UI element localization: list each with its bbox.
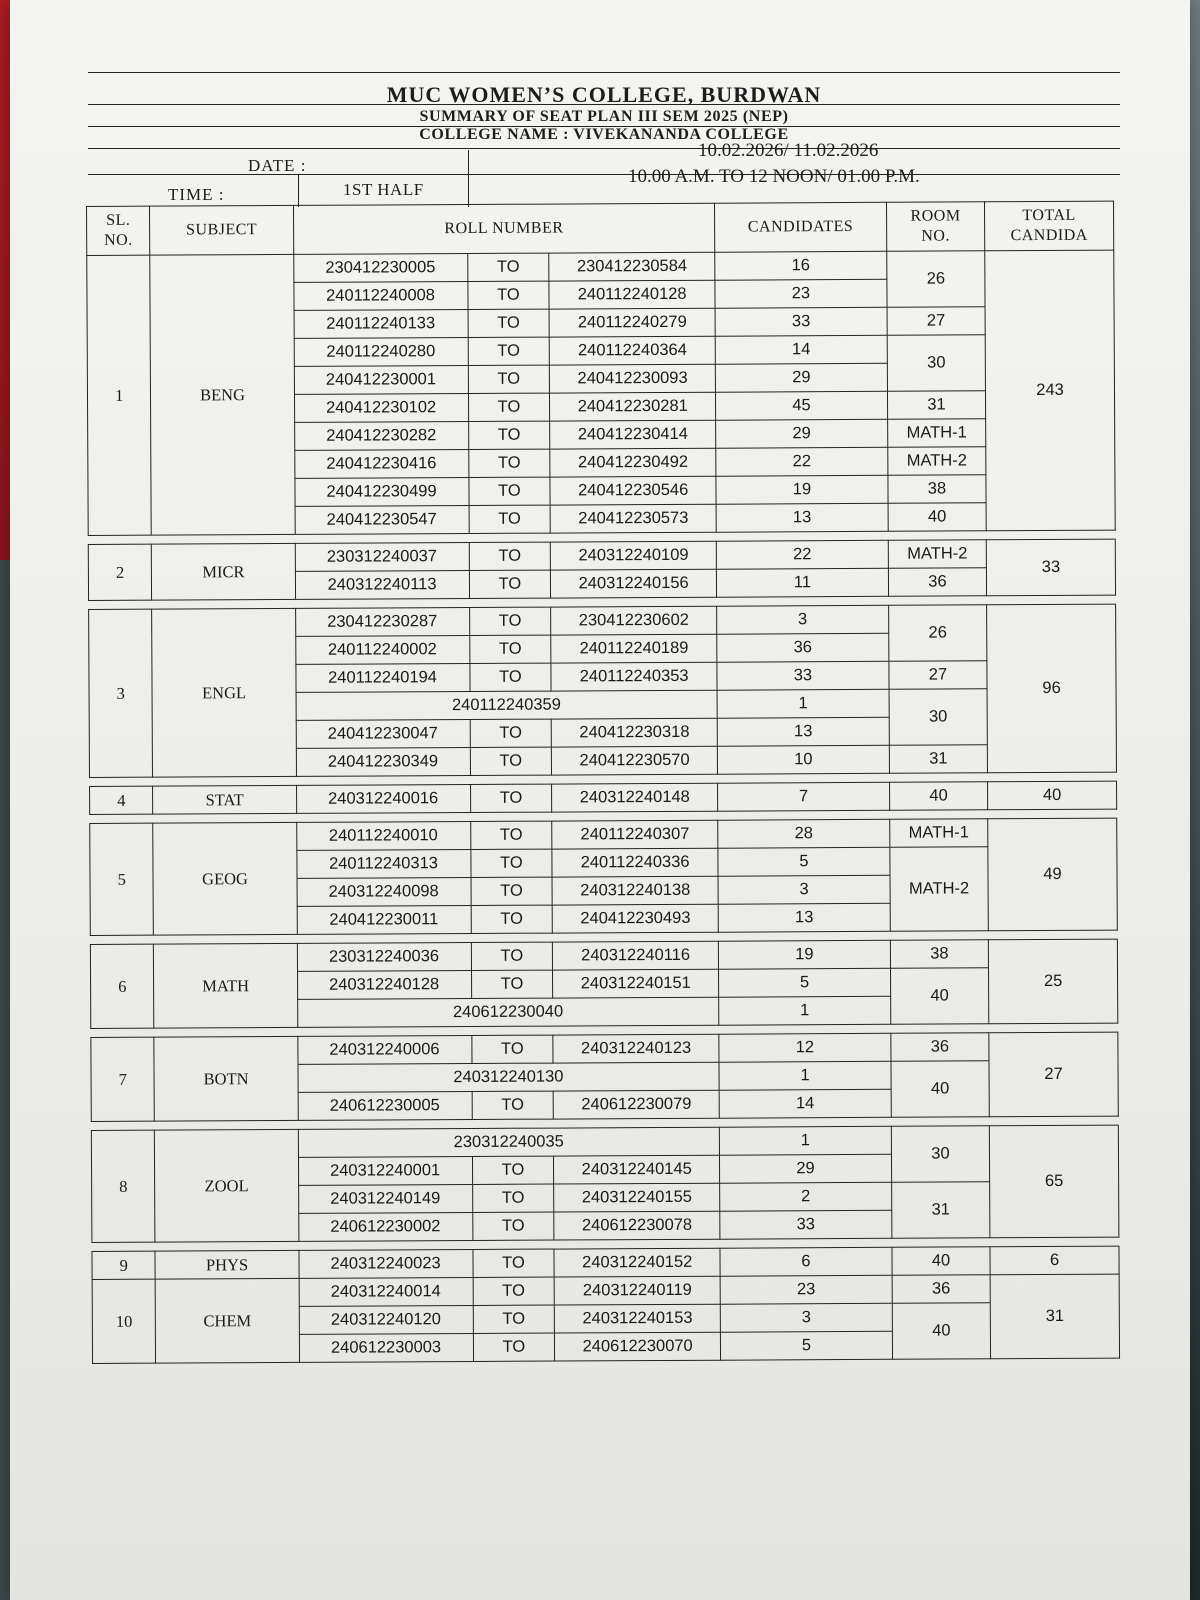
header-rule (88, 148, 1120, 149)
roll-to: 240412230570 (552, 746, 718, 775)
header-rule (88, 174, 1120, 175)
room-number: 27 (887, 307, 985, 336)
room-number: MATH-2 (890, 847, 989, 932)
candidate-count: 16 (715, 251, 887, 280)
roll-to: 240312240148 (552, 783, 718, 812)
col-header-total: TOTAL CANDIDA (985, 201, 1114, 251)
room-number: MATH-1 (888, 419, 986, 448)
candidate-count: 36 (717, 633, 889, 662)
candidate-count: 23 (715, 279, 887, 308)
roll-to: 240112240307 (552, 820, 718, 849)
roll-from: 240412230001 (294, 366, 468, 395)
room-number: 40 (892, 1303, 990, 1360)
serial-number: 6 (90, 944, 154, 1028)
candidate-count: 14 (719, 1089, 891, 1118)
roll-to: 240312240145 (554, 1155, 720, 1184)
candidate-count: 29 (720, 1154, 892, 1183)
header-divider (298, 175, 299, 207)
roll-to-word: TO (472, 1184, 554, 1212)
subject-code: GEOG (153, 822, 297, 935)
roll-single: 240112240359 (296, 690, 718, 720)
roll-to: 240412230414 (550, 420, 716, 449)
candidate-count: 19 (718, 940, 890, 969)
roll-from: 240312240006 (297, 1035, 471, 1064)
room-number: 31 (887, 391, 985, 420)
roll-from: 230412230005 (293, 254, 467, 283)
candidate-count: 33 (717, 661, 889, 690)
roll-to: 240412230281 (550, 392, 716, 421)
roll-to: 240312240155 (554, 1183, 720, 1212)
total-candidates: 65 (989, 1125, 1119, 1238)
candidate-count: 6 (720, 1247, 892, 1276)
roll-to-word: TO (469, 542, 551, 570)
roll-from: 240412230102 (294, 394, 468, 423)
room-number: 30 (889, 689, 987, 746)
candidate-count: 33 (720, 1210, 892, 1239)
roll-to-word: TO (473, 1305, 555, 1333)
subject-code: PHYS (155, 1250, 298, 1279)
total-candidates: 33 (986, 539, 1115, 596)
roll-single: 230312240035 (298, 1127, 720, 1157)
subject-code: ENGL (152, 608, 296, 777)
subject-code: BENG (150, 254, 295, 535)
col-header-candidates: CANDIDATES (715, 202, 887, 252)
roll-from: 230412230287 (295, 607, 469, 636)
roll-from: 240112240010 (296, 821, 470, 850)
candidate-count: 1 (717, 689, 889, 718)
roll-from: 240112240008 (294, 282, 468, 311)
date-label: DATE : (248, 156, 307, 175)
candidate-count: 19 (716, 475, 888, 504)
room-number: 38 (888, 475, 986, 504)
roll-to-word: TO (469, 663, 551, 691)
roll-to: 240412230573 (550, 504, 716, 533)
candidate-count: 29 (715, 363, 887, 392)
college-title: MUC WOMEN’S COLLEGE, BURDWAN (386, 82, 822, 107)
candidate-count: 3 (720, 1303, 892, 1332)
roll-from: 240412230499 (295, 478, 469, 507)
roll-to: 230412230584 (549, 252, 715, 281)
candidate-count: 1 (719, 1126, 891, 1155)
candidate-count: 1 (719, 1061, 891, 1090)
roll-from: 240112240280 (294, 338, 468, 367)
col-header-roll-number: ROLL NUMBER (293, 203, 715, 254)
roll-to-word: TO (472, 1156, 554, 1184)
col-header-sl: SL. NO. (87, 206, 151, 255)
header-rule (88, 104, 1120, 105)
roll-to-word: TO (468, 477, 550, 505)
room-number: 40 (890, 968, 988, 1025)
roll-from: 240312240149 (298, 1184, 472, 1213)
roll-to: 240312240156 (551, 569, 717, 598)
serial-number: 5 (90, 823, 154, 935)
subject-code: ZOOL (155, 1129, 299, 1242)
candidate-count: 13 (718, 903, 890, 932)
roll-single: 240612230040 (297, 997, 719, 1027)
roll-from: 240412230547 (295, 506, 469, 535)
roll-to: 240112240353 (551, 662, 717, 691)
total-candidates: 49 (988, 818, 1118, 931)
room-number: 30 (891, 1126, 989, 1183)
roll-to: 240412230493 (552, 904, 718, 933)
candidate-count: 5 (719, 968, 891, 997)
total-candidates: 31 (990, 1274, 1119, 1359)
roll-to: 240412230093 (550, 364, 716, 393)
roll-to-word: TO (468, 449, 550, 477)
room-number: 40 (891, 1061, 989, 1118)
candidate-count: 33 (715, 307, 887, 336)
roll-from: 240312240120 (299, 1305, 473, 1334)
room-number: 36 (891, 1033, 989, 1062)
roll-to-word: TO (469, 570, 551, 598)
total-candidates: 40 (988, 781, 1117, 810)
roll-to-word: TO (471, 1035, 553, 1063)
subject-code: MICR (152, 543, 295, 600)
room-number: 36 (892, 1275, 990, 1304)
candidate-count: 10 (717, 745, 889, 774)
seat-plan-table (86, 201, 1120, 1364)
roll-to-word: TO (468, 309, 550, 337)
serial-number: 4 (90, 786, 154, 814)
candidate-count: 29 (716, 419, 888, 448)
exam-dates: 10.02.2026/ 11.02.2026 (698, 140, 879, 161)
roll-to: 240112240364 (550, 336, 716, 365)
candidate-count: 22 (716, 447, 888, 476)
roll-from: 240612230003 (299, 1333, 473, 1362)
serial-number: 10 (92, 1279, 156, 1363)
room-number: 40 (892, 1247, 990, 1276)
time-label: TIME : (168, 185, 225, 204)
roll-to: 240312240153 (555, 1304, 721, 1333)
col-header-subject: SUBJECT (150, 205, 293, 255)
roll-to-word: TO (473, 1277, 555, 1305)
roll-to: 240412230546 (550, 476, 716, 505)
room-number: MATH-2 (888, 540, 986, 569)
serial-number: 1 (87, 255, 152, 535)
roll-from: 240612230002 (298, 1212, 472, 1241)
header-divider (468, 150, 469, 207)
roll-to-word: TO (473, 1333, 555, 1361)
roll-from: 240312240128 (297, 970, 471, 999)
candidate-count: 45 (716, 391, 888, 420)
serial-number: 3 (89, 609, 153, 777)
roll-from: 240412230282 (294, 422, 468, 451)
roll-to-word: TO (470, 821, 552, 849)
header-rule (88, 72, 1120, 73)
roll-to: 240312240152 (554, 1248, 720, 1277)
roll-from: 240312240113 (295, 571, 469, 600)
subject-code: STAT (153, 785, 296, 814)
roll-to-word: TO (469, 505, 551, 533)
roll-to: 240412230492 (550, 448, 716, 477)
college-name: COLLEGE NAME : VIVEKANANDA COLLEGE (419, 126, 789, 143)
roll-to-word: TO (471, 877, 553, 905)
roll-from: 240312240016 (296, 784, 470, 813)
candidate-count: 12 (719, 1033, 891, 1062)
room-number: MATH-2 (888, 447, 986, 476)
subject-code: MATH (154, 943, 298, 1028)
total-candidates: 25 (988, 939, 1117, 1024)
candidate-count: 5 (720, 1331, 892, 1360)
roll-from: 240312240014 (299, 1277, 473, 1306)
roll-to-word: TO (469, 635, 551, 663)
col-header-room: ROOM NO. (886, 202, 984, 252)
room-number: 36 (888, 568, 986, 597)
roll-from: 240112240133 (294, 310, 468, 339)
total-candidates: 27 (989, 1032, 1118, 1117)
serial-number: 7 (91, 1037, 155, 1121)
room-number: 40 (888, 503, 986, 532)
roll-to-word: TO (472, 1212, 554, 1240)
roll-to-word: TO (471, 905, 553, 933)
roll-to-word: TO (468, 337, 550, 365)
roll-to: 240312240138 (552, 876, 718, 905)
subject-code: CHEM (156, 1278, 300, 1363)
total-candidates: 6 (990, 1246, 1119, 1275)
roll-to-word: TO (468, 365, 550, 393)
table-row (89, 604, 1116, 637)
roll-to: 240612230078 (554, 1211, 720, 1240)
roll-to: 240312240109 (551, 541, 717, 570)
roll-from: 240412230416 (294, 450, 468, 479)
roll-to-word: TO (472, 1249, 554, 1277)
roll-to-word: TO (469, 607, 551, 635)
table-header-row (87, 201, 1114, 255)
candidate-count: 23 (720, 1275, 892, 1304)
room-number: MATH-1 (890, 819, 988, 848)
roll-to: 240612230070 (555, 1332, 721, 1361)
roll-from: 240312240098 (297, 877, 471, 906)
roll-to: 240412230318 (552, 718, 718, 747)
roll-to: 240612230079 (553, 1090, 719, 1119)
roll-from: 240112240313 (296, 849, 470, 878)
roll-single: 240312240130 (298, 1062, 720, 1092)
serial-number: 9 (92, 1251, 156, 1279)
room-number: 26 (888, 605, 986, 662)
serial-number: 2 (88, 544, 152, 600)
roll-to-word: TO (470, 719, 552, 747)
exam-time: 10.00 A.M. TO 12 NOON/ 01.00 P.M. (628, 166, 920, 187)
candidate-count: 14 (715, 335, 887, 364)
roll-from: 240412230047 (296, 719, 470, 748)
roll-to-word: TO (468, 393, 550, 421)
roll-to: 240312240119 (554, 1276, 720, 1305)
roll-to: 240312240151 (553, 969, 719, 998)
roll-from: 230312240036 (297, 942, 471, 971)
roll-from: 240612230005 (298, 1091, 472, 1120)
roll-from: 240312240001 (298, 1156, 472, 1185)
roll-to-word: TO (468, 421, 550, 449)
table-row (91, 1125, 1118, 1158)
exam-half: 1ST HALF (343, 180, 424, 199)
serial-number: 8 (91, 1130, 155, 1242)
roll-to: 240112240128 (549, 280, 715, 309)
room-number: 27 (889, 661, 987, 690)
roll-from: 240412230011 (297, 905, 471, 934)
roll-to-word: TO (470, 849, 552, 877)
roll-to-word: TO (470, 747, 552, 775)
roll-to: 240312240116 (553, 941, 719, 970)
room-number: 30 (887, 335, 985, 392)
document-page (10, 0, 1190, 1600)
roll-from: 240412230349 (296, 747, 470, 776)
roll-from: 240312240023 (299, 1249, 473, 1278)
candidate-count: 13 (717, 717, 889, 746)
roll-to: 240312240123 (553, 1034, 719, 1063)
roll-to-word: TO (467, 281, 549, 309)
roll-from: 240112240194 (296, 663, 470, 692)
roll-to-word: TO (467, 253, 549, 281)
roll-to: 230412230602 (551, 606, 717, 635)
candidate-count: 13 (716, 503, 888, 532)
candidate-count: 7 (718, 782, 890, 811)
room-number: 31 (889, 745, 987, 774)
candidate-count: 22 (716, 540, 888, 569)
table-row (87, 250, 1114, 283)
room-number: 38 (890, 940, 988, 969)
candidate-count: 2 (720, 1182, 892, 1211)
seat-plan-summary: SUMMARY OF SEAT PLAN III SEM 2025 (NEP) (419, 108, 789, 125)
roll-to: 240112240189 (551, 634, 717, 663)
room-number: 31 (891, 1182, 989, 1239)
room-number: 26 (887, 251, 985, 308)
roll-to-word: TO (472, 1091, 554, 1119)
total-candidates: 243 (985, 250, 1115, 531)
roll-from: 230312240037 (295, 543, 469, 572)
candidate-count: 1 (719, 996, 891, 1025)
candidate-count: 11 (716, 568, 888, 597)
roll-to-word: TO (471, 942, 553, 970)
candidate-count: 3 (718, 875, 890, 904)
subject-code: BOTN (154, 1036, 298, 1121)
total-candidates: 96 (987, 604, 1117, 773)
room-number: 40 (889, 782, 987, 811)
candidate-count: 5 (718, 847, 890, 876)
candidate-count: 3 (717, 605, 889, 634)
roll-to-word: TO (470, 784, 552, 812)
roll-from: 240112240002 (295, 635, 469, 664)
roll-to: 240112240279 (549, 308, 715, 337)
candidate-count: 28 (718, 819, 890, 848)
roll-to: 240112240336 (552, 848, 718, 877)
roll-to-word: TO (471, 970, 553, 998)
